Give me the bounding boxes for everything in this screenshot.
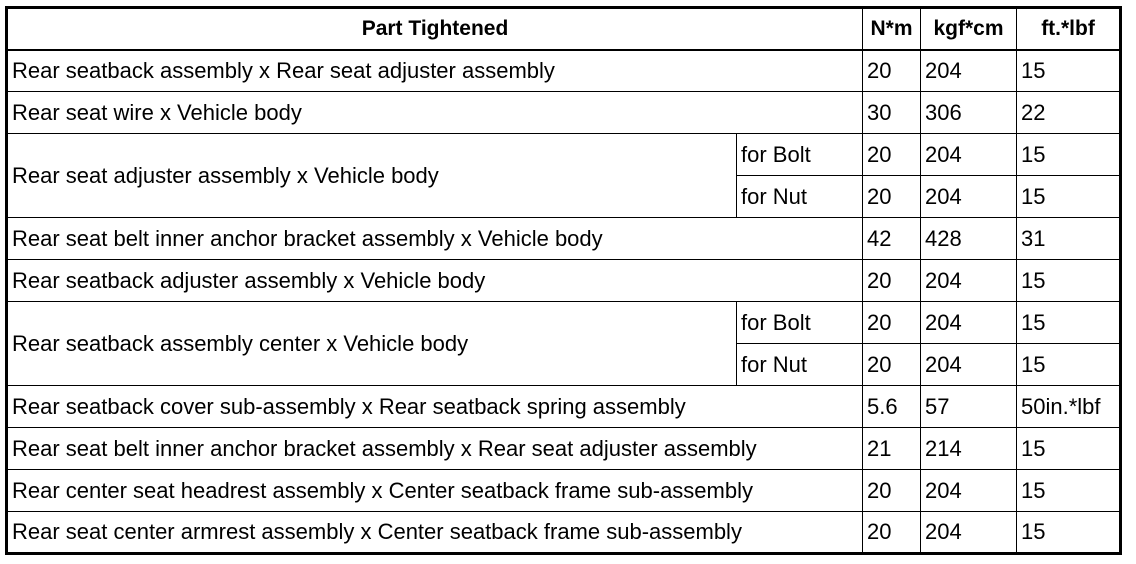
- nm-cell: 20: [863, 344, 921, 386]
- nm-cell: 20: [863, 260, 921, 302]
- nm-cell: 42: [863, 218, 921, 260]
- header-ft-lbf: ft.*lbf: [1017, 8, 1121, 50]
- nm-cell: 20: [863, 470, 921, 512]
- header-part-tightened: Part Tightened: [7, 8, 863, 50]
- table-row: [7, 512, 1121, 554]
- header-kgf-cm: kgf*cm: [921, 8, 1017, 50]
- part-cell: Rear seat adjuster assembly x Vehicle body: [7, 134, 737, 218]
- ft-cell: 50in.*lbf: [1017, 386, 1121, 428]
- fastener-cell: for Bolt: [737, 134, 863, 176]
- ft-cell: 22: [1017, 92, 1121, 134]
- part-cell: Rear seat belt inner anchor bracket assembly x Rear seat adjuster assembly: [7, 428, 863, 470]
- nm-cell: 20: [863, 176, 921, 218]
- table-row: [7, 302, 1121, 344]
- kgf-cell: 204: [921, 470, 1017, 512]
- ft-cell: 31: [1017, 218, 1121, 260]
- nm-cell: 21: [863, 428, 921, 470]
- part-cell: Rear seatback assembly x Rear seat adjuster assembly: [7, 50, 863, 92]
- kgf-cell: 204: [921, 344, 1017, 386]
- table-row: [7, 92, 1121, 134]
- fastener-cell: for Nut: [737, 344, 863, 386]
- part-cell: Rear seat center armrest assembly x Center seatback frame sub-assembly: [7, 512, 863, 554]
- part-cell: Rear seatback adjuster assembly x Vehicle body: [7, 260, 863, 302]
- kgf-cell: 428: [921, 218, 1017, 260]
- kgf-cell: 204: [921, 176, 1017, 218]
- nm-cell: 5.6: [863, 386, 921, 428]
- table-row: [7, 470, 1121, 512]
- kgf-cell: 214: [921, 428, 1017, 470]
- torque-specification-table: [5, 6, 1122, 555]
- table-row: [7, 386, 1121, 428]
- ft-cell: 15: [1017, 134, 1121, 176]
- kgf-cell: 204: [921, 302, 1017, 344]
- fastener-cell: for Bolt: [737, 302, 863, 344]
- fastener-cell: for Nut: [737, 176, 863, 218]
- table-row: [7, 218, 1121, 260]
- ft-cell: 15: [1017, 50, 1121, 92]
- table-row: [7, 50, 1121, 92]
- ft-cell: 15: [1017, 176, 1121, 218]
- kgf-cell: 306: [921, 92, 1017, 134]
- nm-cell: 20: [863, 512, 921, 554]
- kgf-cell: 204: [921, 134, 1017, 176]
- table-row: [7, 260, 1121, 302]
- table-row: [7, 428, 1121, 470]
- header-row: [7, 8, 1121, 50]
- ft-cell: 15: [1017, 260, 1121, 302]
- part-cell: Rear seat belt inner anchor bracket assembly x Vehicle body: [7, 218, 863, 260]
- ft-cell: 15: [1017, 344, 1121, 386]
- ft-cell: 15: [1017, 470, 1121, 512]
- part-cell: Rear center seat headrest assembly x Center seatback frame sub-assembly: [7, 470, 863, 512]
- nm-cell: 20: [863, 134, 921, 176]
- nm-cell: 30: [863, 92, 921, 134]
- part-cell: Rear seatback assembly center x Vehicle body: [7, 302, 737, 386]
- kgf-cell: 204: [921, 260, 1017, 302]
- nm-cell: 20: [863, 50, 921, 92]
- kgf-cell: 204: [921, 50, 1017, 92]
- header-nm: N*m: [863, 8, 921, 50]
- kgf-cell: 57: [921, 386, 1017, 428]
- ft-cell: 15: [1017, 512, 1121, 554]
- table-row: [7, 134, 1121, 176]
- part-cell: Rear seatback cover sub-assembly x Rear seatback spring assembly: [7, 386, 863, 428]
- part-cell: Rear seat wire x Vehicle body: [7, 92, 863, 134]
- nm-cell: 20: [863, 302, 921, 344]
- ft-cell: 15: [1017, 302, 1121, 344]
- ft-cell: 15: [1017, 428, 1121, 470]
- kgf-cell: 204: [921, 512, 1017, 554]
